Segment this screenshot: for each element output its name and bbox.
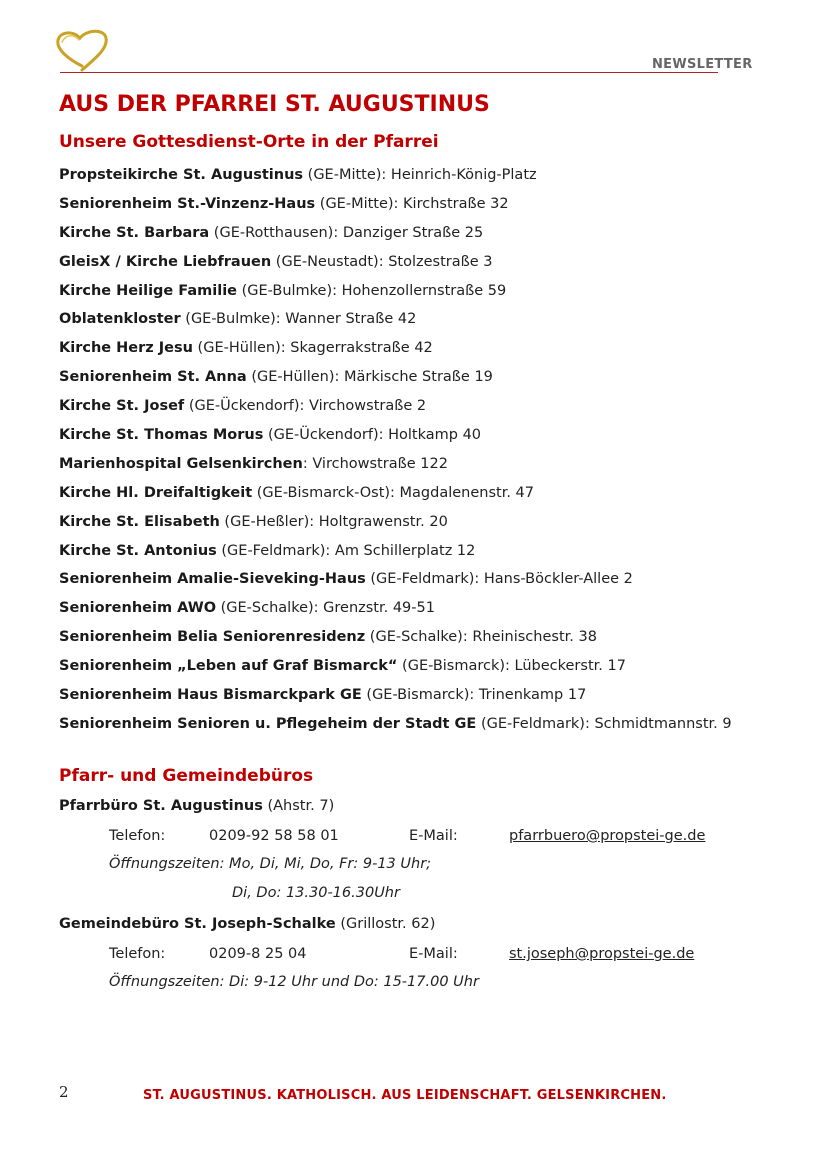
place-detail: (GE-Rotthausen): Danziger Straße 25: [209, 224, 484, 241]
gemeindebuero-title: [59, 916, 435, 932]
newsletter-label: NEWSLETTER: [652, 57, 753, 72]
list-item: [59, 164, 732, 193]
place-detail: (GE-Bismarck-Ost): Magdalenenstr. 47: [252, 484, 535, 501]
place-detail: : Virchowstraße 122: [302, 455, 448, 472]
place-detail: (GE-Mitte): Heinrich-König-Platz: [303, 167, 537, 183]
place-detail: (GE-Schalke): Grenzstr. 49-51: [216, 600, 435, 617]
list-item: [59, 626, 732, 655]
email-label: E-Mail:: [409, 946, 458, 962]
place-detail: (GE-Mitte): Kirchstraße 32: [315, 195, 509, 212]
place-name: Kirche St. Barbara: [59, 224, 210, 241]
place-name: GleisX / Kirche Liebfrauen: [59, 253, 272, 270]
place-name: Seniorenheim „Leben auf Graf Bismarck“: [59, 658, 398, 675]
gemeindebuero-email-link[interactable]: st.joseph@propstei-ge.de: [509, 946, 695, 962]
office-address: (Grillostr. 62): [335, 916, 436, 932]
pfarrbuero-hours-extra: Di, Do: 13.30-16.30Uhr: [232, 885, 400, 901]
place-name: Seniorenheim Amalie-Sieveking-Haus: [59, 571, 366, 588]
place-detail: (GE-Ückendorf): Virchowstraße 2: [184, 398, 427, 415]
place-name: Marienhospital Gelsenkirchen: [59, 455, 303, 472]
phone-label: Telefon:: [109, 828, 166, 844]
place-detail: (GE-Feldmark): Am Schillerplatz 12: [216, 542, 476, 559]
place-detail: (GE-Ückendorf): Holtkamp 40: [263, 427, 482, 444]
place-name: Kirche St. Josef: [59, 398, 185, 415]
place-name: Seniorenheim AWO: [59, 600, 217, 617]
place-detail: (GE-Bulmke): Hohenzollernstraße 59: [237, 282, 507, 299]
place-name: Kirche Herz Jesu: [59, 340, 193, 357]
place-name: Kirche St. Elisabeth: [59, 513, 220, 530]
place-name: Kirche Hl. Dreifaltigkeit: [59, 484, 253, 501]
place-detail: (GE-Schalke): Rheinischestr. 38: [365, 629, 597, 646]
list-item: [59, 193, 732, 222]
header-rule: [60, 72, 718, 73]
offices-heading: Pfarr- und Gemeindebüros: [59, 766, 314, 786]
golden-heart-icon: [52, 26, 112, 74]
place-name: Seniorenheim St.-Vinzenz-Haus: [59, 195, 316, 212]
place-name: Seniorenheim Belia Seniorenresidenz: [59, 629, 366, 646]
place-detail: (GE-Neustadt): Stolzestraße 3: [271, 253, 493, 270]
place-name: Kirche St. Thomas Morus: [59, 427, 264, 444]
phone-number: 0209-92 58 58 01: [209, 828, 339, 844]
list-item: [59, 684, 732, 713]
place-detail: (GE-Heßler): Holtgrawenstr. 20: [219, 513, 448, 530]
list-item: [59, 597, 732, 626]
list-item: [59, 540, 732, 569]
list-item: [59, 568, 732, 597]
place-detail: (GE-Hüllen): Skagerrakstraße 42: [192, 340, 433, 357]
place-detail: (GE-Feldmark): Schmidtmannstr. 9: [476, 715, 732, 732]
place-name: Oblatenkloster: [59, 311, 181, 328]
list-item: [59, 713, 732, 742]
list-item: [59, 366, 732, 395]
place-detail: (GE-Bulmke): Wanner Straße 42: [180, 311, 417, 328]
list-item: [59, 337, 732, 366]
list-item: [59, 424, 732, 453]
phone-number: 0209-8 25 04: [209, 946, 307, 962]
worship-places-list: [59, 164, 732, 742]
pfarrbuero-email-link[interactable]: pfarrbuero@propstei-ge.de: [509, 828, 706, 844]
pfarrbuero-hours: Öffnungszeiten: Mo, Di, Mi, Do, Fr: 9-13 Uhr;: [109, 856, 432, 872]
place-detail: (GE-Hüllen): Märkische Straße 19: [246, 369, 493, 386]
phone-label: Telefon:: [109, 946, 166, 962]
page-number: 2: [59, 1083, 69, 1101]
office-name: Gemeindebüro St. Joseph-Schalke: [59, 916, 336, 932]
place-name: Kirche St. Antonius: [59, 542, 217, 559]
list-item: [59, 308, 732, 337]
list-item: [59, 482, 732, 511]
list-item: [59, 655, 732, 684]
list-item: [59, 251, 732, 280]
list-item: [59, 395, 732, 424]
place-name: Propsteikirche St. Augustinus: [59, 167, 304, 183]
list-item: [59, 280, 732, 309]
place-detail: (GE-Bismarck): Lübeckerstr. 17: [397, 658, 626, 675]
email-label: E-Mail:: [409, 828, 458, 844]
list-item: [59, 453, 732, 482]
place-detail: (GE-Bismarck): Trinenkamp 17: [361, 687, 587, 704]
place-detail: (GE-Feldmark): Hans-Böckler-Allee 2: [365, 571, 633, 588]
list-item: [59, 511, 732, 540]
place-name: Seniorenheim St. Anna: [59, 369, 247, 386]
gemeindebuero-hours: Öffnungszeiten: Di: 9-12 Uhr und Do: 15-17.00 Uhr: [109, 974, 479, 990]
place-name: Seniorenheim Senioren u. Pflegeheim der Stadt GE: [59, 715, 477, 732]
footer-slogan: ST. AUGUSTINUS. KATHOLISCH. AUS LEIDENSCHAFT. GELSENKIRCHEN.: [143, 1088, 667, 1103]
place-name: Kirche Heilige Familie: [59, 282, 237, 299]
pfarrbuero-title: [59, 798, 334, 814]
place-name: Seniorenheim Haus Bismarckpark GE: [59, 687, 362, 704]
list-item: [59, 222, 732, 251]
office-name: Pfarrbüro St. Augustinus: [59, 798, 263, 814]
page-title: AUS DER PFARREI ST. AUGUSTINUS: [59, 92, 490, 117]
worship-places-heading: Unsere Gottesdienst-Orte in der Pfarrei: [59, 132, 439, 152]
office-address: (Ahstr. 7): [262, 798, 335, 814]
